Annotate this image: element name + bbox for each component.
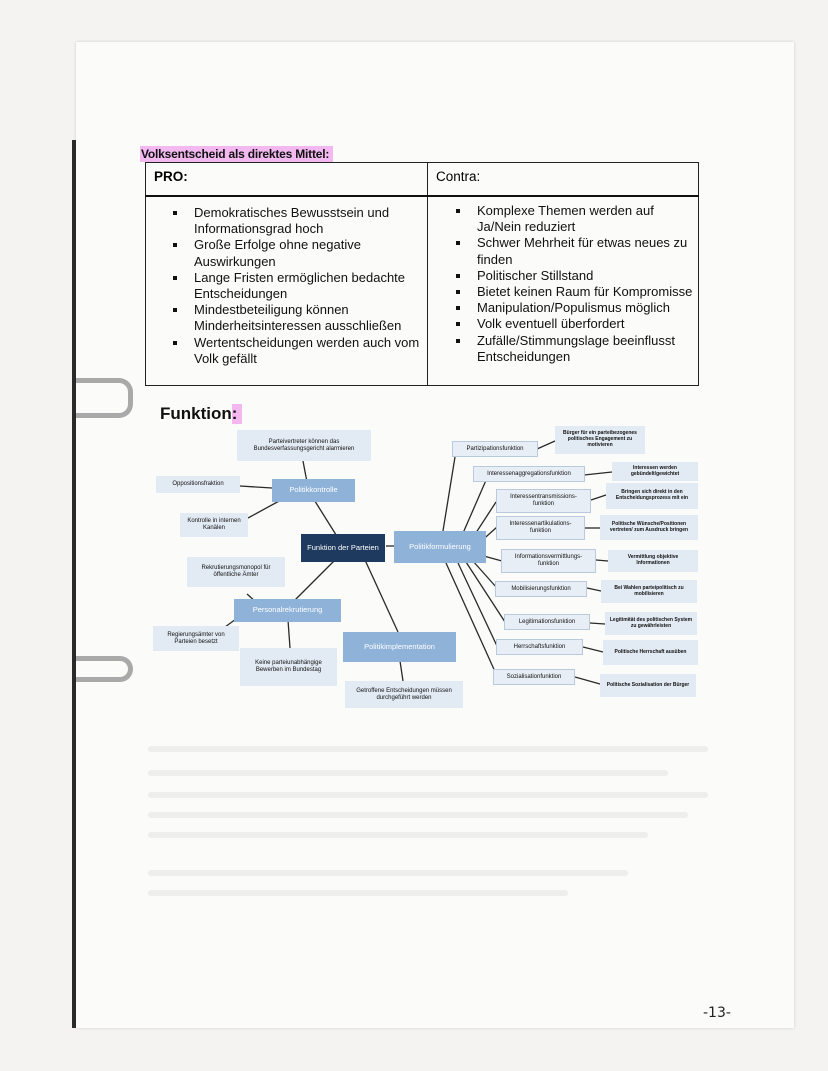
function-node: Sozialisationfunktion (493, 669, 575, 685)
function-detail: Bei Wahlen parteipolitisch zu mobilisieren (601, 580, 697, 603)
function-node: Herrschaftsfunktion (496, 639, 583, 655)
page-number: -13- (703, 1005, 731, 1021)
contra-item: Bietet keinen Raum für Kompromisse (477, 284, 698, 300)
contra-item: Komplexe Themen werden auf Ja/Nein reduziert (477, 203, 698, 235)
regierungsaemter-leaf: Regierungsämter von Parteien besetzt (153, 626, 239, 651)
pro-item: Mindestbeteiligung können Minderheitsinteressen ausschließen (194, 302, 427, 334)
pro-item: Große Erfolge ohne negative Auswirkungen (194, 237, 427, 269)
function-detail: Bringen sich direkt in den Entscheidungsprozess mit ein (606, 483, 698, 509)
contra-item: Manipulation/Populismus möglich (477, 300, 698, 316)
pro-item: Wertentscheidungen werden auch vom Volk gefällt (194, 335, 427, 367)
function-detail: Interessen werden gebündelt/gewichtet (612, 462, 698, 481)
function-detail: Politische Sozialisation der Bürger (600, 674, 696, 697)
pro-item: Lange Fristen ermöglichen bedachte Entscheidungen (194, 270, 427, 302)
contra-header: Contra: (428, 163, 699, 197)
kontrolle-leaf: Kontrolle in internen Kanälen (180, 513, 248, 537)
politikkontrolle-node: Politikkontrolle (272, 479, 355, 502)
alarm-leaf: Parteivertreter können das Bundesverfassungsgericht alarmieren (237, 430, 371, 461)
function-detail: Bürger für ein parteibezogenes politisches Engagement zu motivieren (555, 426, 645, 454)
function-node: Interessentransmissions-funktion (496, 489, 591, 513)
politikimplementation-node: Politikimplementation (343, 632, 456, 662)
getroffene-leaf: Getroffene Entscheidungen müssen durchgeführt werden (345, 681, 463, 708)
function-detail: Politische Herrschaft ausüben (603, 640, 698, 665)
function-node: Partizipationsfunktion (452, 441, 538, 457)
politikformulierung-node: Politikformulierung (394, 531, 486, 563)
function-node: Legitimationsfunktion (504, 614, 590, 630)
pro-item: Demokratisches Bewusstsein und Informationsgrad hoch (194, 205, 427, 237)
center-node: Funktion der Parteien (301, 534, 385, 562)
contra-item: Volk eventuell überfordert (477, 316, 698, 332)
opposition-leaf: Oppositionsfraktion (156, 476, 240, 493)
pro-header: PRO: (146, 163, 428, 197)
function-detail: Vermittlung objektive Informationen (608, 550, 698, 572)
function-detail: Legitimität des politischen System zu gewährleisten (605, 612, 697, 635)
personalrekrutierung-node: Personalrekrutierung (234, 599, 341, 622)
function-node: Interessenaggregationsfunktion (473, 466, 585, 482)
function-detail: Politische Wünsche/Positionen vertreten/ zum Ausdruck bringen (600, 515, 698, 540)
contra-item: Schwer Mehrheit für etwas neues zu finden (477, 235, 698, 267)
section-title: Volksentscheid als direktes Mittel: (140, 146, 333, 162)
contra-item: Politischer Stillstand (477, 268, 698, 284)
function-node: Mobilisierungsfunktion (495, 581, 587, 597)
function-node: Informationsvermittlungs-funktion (501, 549, 596, 573)
function-title: Funktion: (160, 404, 238, 423)
rekrutierung-leaf: Rekrutierungsmonopol für öffentliche Ämter (187, 557, 285, 587)
contra-item: Zufälle/Stimmungslage beeinflusst Entscheidungen (477, 333, 698, 365)
function-node: Interessenartikulations-funktion (496, 516, 585, 540)
keine-bewerber-leaf: Keine parteiunabhängige Bewerben im Bundestag (240, 648, 337, 686)
